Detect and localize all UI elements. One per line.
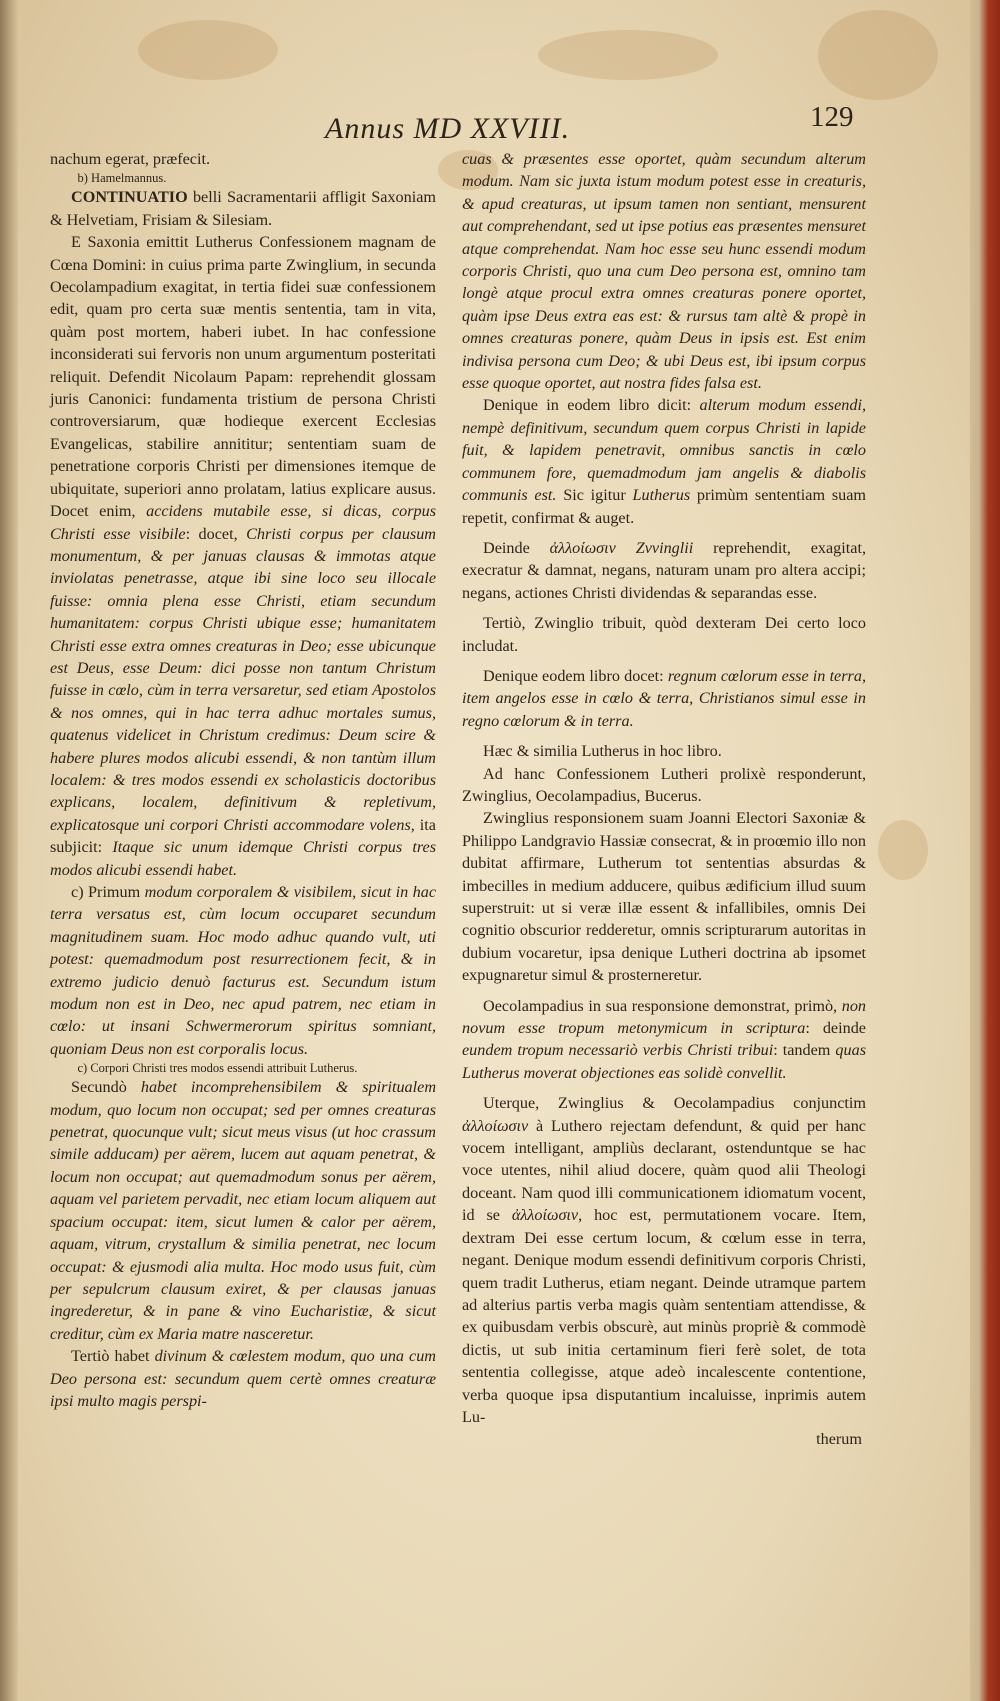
r2-sic: Sic igitur (556, 486, 626, 505)
r2-lead: Denique in eodem libro dicit: (483, 396, 692, 415)
r3-greek: ἀλλοίωσιν (549, 538, 616, 557)
r9-italic3: quas Lutherus moverat objectiones eas solidè convellit. (462, 1041, 866, 1082)
p1-ita: ita subjicit: (50, 815, 436, 857)
r3-rest: reprehendit, exagitat, execratur & damnat, negans, naturam unam pro altera accipi; negans, actiones Christi dividendas & separandas esse. (462, 538, 866, 602)
paragraph-tertio (50, 1345, 436, 1412)
tertio-label: Tertiò habet (71, 1347, 150, 1366)
page-number: 129 (810, 101, 854, 133)
r9-italic2: eundem tropum necessariò verbis Christi tribui (462, 1041, 774, 1060)
r10-c: , hoc est, permutationem vocare. Item, dextram Dei esse certum locum, & cœlum esse in terra, negant. Denique modum essendi definitivum corporis Christi, quem tradit Lutherus, etiam negant. Deinde utramque partem ad alterius partis verba magis quàm sententiam attendisse, & ex quibusdam verbis obscurè, aut minùs propriè & commodè dictis, ut sub initia certaminum fieri ferè solet, de tota sententia collegisse, atque adeò incalescente contentione, verba quoque ipsa disputantium incaluisse, inprimis autem Lu- (462, 1206, 866, 1426)
r10-greek: ἀλλοίωσιν (462, 1116, 529, 1135)
footnote-b: b) Hamelmannus. (77, 171, 167, 186)
tertio-italic: divinum & cœlestem modum, quo una cum Deo persona est: secundum quem certè omnes creaturæ ipsi multo magis perspi- (50, 1347, 437, 1410)
c-italic: modum corporalem & visibilem, sicut in hac terra versatus est, cùm locum occuparet secundum magnitudinem suam. Hoc modo adhuc quando vult, uti potest: quemadmodum post resurrectionem fecit, & in extremo judicio denuò facturus est. Secundum istum modum non est in Deo, nec apud patrem, nec etiam in cœlo: ut insani Schwermerorum spiritus somniant, quoniam Deus non est corporalis locus. (50, 883, 437, 1058)
paragraph-regnum (462, 665, 866, 732)
paragraph-primum (50, 881, 436, 1060)
r10-b: à Luthero rejectam defendunt, & quid per hanc vocem intelligant, ampliùs declarant, ostenduntque se hac voce utentes, nihil aliud docere, quàm quod alii Theologi doceant. Nam quod illi communicationem idiomatum vocent, id se (462, 1116, 866, 1225)
paragraph-ad-hanc: Ad hanc Confessionem Lutheri prolixè responderunt, Zwinglius, Oecolampadius, Bucerus. (462, 764, 866, 805)
left-column (50, 148, 436, 1412)
paragraph-secundo (50, 1076, 436, 1345)
r5-lead: Denique eodem libro docet: (483, 666, 664, 685)
r9-mid: : deinde (805, 1019, 866, 1038)
r9-lead: Oecolampadius in sua responsione demonstrat, primò, (483, 996, 838, 1015)
r2-end: primùm sententiam suam repetit, confirmat & auget. (462, 486, 867, 527)
p1-italic3: Itaque sic unum idemque Christi corpus tres modos alicubi essendi habet. (50, 838, 437, 879)
paragraph-saxonia (50, 231, 436, 881)
r9-mid2: : tandem (773, 1041, 831, 1060)
paragraph-r1: cuas & præsentes esse oportet, quàm secundum alterum modum. Nam sic juxta istum modum potest esse in creaturis, & apud creaturas, ut ipsum tamen non sentiant, mensurent aut comprehendant, sed ut ipse potius eas præsentes mensuret atque comprehendat. Nam hoc esse seu hunc essendi modum corporis Christi, quo una cum Deo persona est, omnino tam longè atque procul extra omnes creaturas ponere oportet, quàm ipse Deus extra eas est: & rursus tam altè & propè in omnes creaturas ponere, quàm Deus in ipsis est. Est enim indivisa persona cum Deo; & ubi Deus est, ibi ipsum corpus esse quoque oportet, aut nostra fides falsa est. (462, 150, 866, 393)
page-gutter-shadow (0, 0, 18, 1701)
paragraph-uterque (462, 1092, 866, 1428)
r9-italic: non novum esse tropum metonymicum in scriptura (462, 996, 867, 1038)
p1-italic2: Christi corpus per clausum monumentum, & per januas clausas & immotas atque inviolatas penetrasse, atque ibi sine loco seu illocale fuisse: omnia plena esse Christi, etiam secundum humanitatem: corpus Christi ubique esse; humanitatem Christi esse extra omnes creaturas in Deo; esse ubicunque est Deus, esse Deum: dici posse non tantum Christum fuisse in cœlo, cùm in terra versaretur, sed etiam Apostolos & nos omnes, qui in hac terra adhuc mortales sumus, quatenus videlicet in Christum credimus: Deum scire & habere plures modos alicubi essendi, & non tantùm illum localem: & tres modos essendi ex scholasticis doctoribus explicans, localem, definitivum & repletivum, explicatosque uni corpori Christi accommodare volens, (50, 524, 436, 834)
opening-line: nachum egerat, præfecit. (50, 150, 211, 168)
secundo-italic: habet incomprehensibilem & spiritualem modum, quo locum non occupat; sed per omnes creaturas penetrat, quocunque vult; sicut meus visus (ut hoc crassum simile adducam) per aërem, lucem aut aquam penetrat, & locum non occupat; aut quemadmodum sonus per aërem, aquam vel parietem pervadit, nec etiam locum aliquem aut spacium occupat: item, sicut lumen & calor per aërem, aquam, vitrum, crystallum & similia penetrat, nec locum occupat: & ejusmodi alia multa. Hoc modo usus fuit, cùm per sepulcrum clausum exiret, & per clausas januas ingrederetur, & in pane & vino Eucharistiæ, & sicut creditur, cùm ex Maria matre nasceretur. (50, 1078, 437, 1343)
c-label: c) Primum (71, 883, 141, 901)
p1-text: E Saxonia emittit Lutherus Confessionem magnam de Cœna Domini: in cuius prima parte Zwinglium, in secunda Oecolampadium exagitat, in tertia fidei suæ confessionem edit, quam pro certa suæ mentis sententia, tam in vita, quàm post mortem, haberi iubet. In hac confessione inconsiderati sui fervoris non unum argumentum posteritati reliquit. Defendit Nicolaum Papam: reprehendit glossam juris Canonici: fundamenta tristium de persona Christi controversiarum, quæ hodieque exercent Ecclesias Evangelicas, stabilire annititur; sententiam suam de penetratione corporis Christi per dimensiones itemque de ubiquitate, superiori anno prolatam, latius explicare ausus. Docet enim, (50, 233, 436, 521)
r5-italic: regnum cœlorum esse in terra, item angelos esse in cœlo & terra, Christianos simul esse in regno cœlorum & in terra. (462, 666, 866, 730)
r2-italic: alterum modum essendi, nempè definitivum, secundum quem corpus Christi in lapide fuit, & lapidem penetravit, omnibus sanctis in cœlo communem fore, quemadmodum jam angelis & diabolis communis est. (462, 396, 867, 505)
p1-docet: : docet, (185, 524, 238, 543)
secundo-label: Secundò (71, 1078, 127, 1097)
paragraph-deinde (462, 537, 866, 604)
footnote-c: c) Corpori Christi tres modos essendi attribuit Lutherus. (77, 1061, 358, 1076)
continuatio-rest: belli Sacramentarii affligit Saxoniam & Helvetiam, Frisiam & Silesiam. (50, 188, 436, 229)
red-page-edge (970, 0, 1000, 1701)
running-title: Annus MD XXVIII. (325, 112, 571, 145)
paragraph-haec: Hæc & similia Lutherus in hoc libro. (483, 742, 722, 761)
paragraph-oecolampadius (462, 995, 866, 1085)
r3-zwinglii: Zvvinglii (635, 538, 694, 557)
r3-lead: Deinde (483, 538, 530, 557)
right-column (462, 148, 866, 1451)
p1-italic: accidens mutabile esse, si dicas, corpus Christi esse visibile (50, 502, 437, 543)
paragraph-tertio-zwinglio: Tertiò, Zwinglio tribuit, quòd dexteram Dei certo loco includat. (462, 614, 866, 655)
catchword: therum (816, 1430, 862, 1449)
continuatio-heading (50, 186, 436, 231)
continuatio-word: CONTINUATIO (71, 188, 188, 207)
paragraph-denique (462, 394, 866, 528)
r10-a: Uterque, Zwinglius & Oecolampadius conjunctim (483, 1094, 866, 1113)
r2-lutherus: Lutherus (632, 486, 691, 505)
paragraph-zwinglius: Zwinglius responsionem suam Joanni Electori Saxoniæ & Philippo Landgravio Hassiæ consecrat, & in proœmio illo non dubitat affirmare, Lutherum tot sententias absurdas & imbecilles in medium adducere, quibus ædificium illud suum superstruit: ut si veræ illæ essent & infallibiles, omnis Dei cognitio obscurior redderetur, omnis scripturarum autoritas in dubium vocaretur, ipsa denique Lutheri doctrina ab ipsomet expugnaretur simul & prosterneretur. (462, 809, 866, 985)
r10-greek2: ἀλλοίωσιν (511, 1206, 579, 1225)
